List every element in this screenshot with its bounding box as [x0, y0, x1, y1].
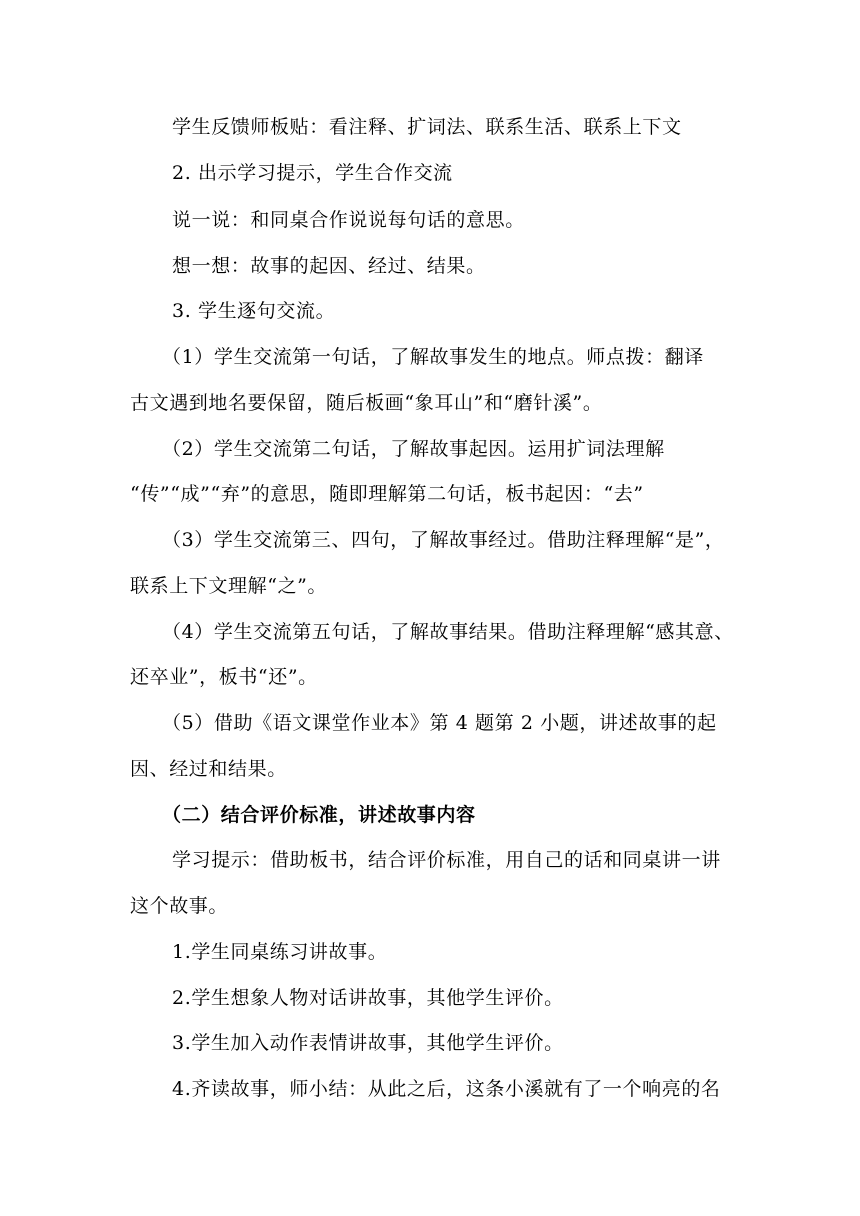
- list-item-4: 4.齐读故事，师小结：从此之后，这条小溪就有了一个响亮的名: [172, 1078, 721, 1100]
- item-1-line-1: （1）学生交流第一句话，了解故事发生的地点。师点拨：翻译: [162, 346, 704, 368]
- item-3-line-2: 联系上下文理解“之”。: [130, 575, 328, 597]
- item-2-line-2: “传”“成”“弃”的意思，随即理解第二句话，板书起因：“去”: [130, 483, 644, 505]
- item-5-line-2: 因、经过和结果。: [130, 758, 287, 780]
- item-4-line-1: （4）学生交流第五句话，了解故事结果。借助注释理解“感其意、: [162, 621, 734, 643]
- learning-tip-line-1: 学习提示：借助板书，结合评价标准，用自己的话和同桌讲一讲: [172, 849, 721, 871]
- step-3-heading: 3. 学生逐句交流。: [172, 300, 336, 322]
- step-2-heading: 2. 出示学习提示，学生合作交流: [172, 162, 453, 184]
- paragraph-feedback: 学生反馈师板贴：看注释、扩词法、联系生活、联系上下文: [172, 116, 682, 138]
- prompt-think: 想一想：故事的起因、经过、结果。: [172, 255, 486, 277]
- item-2-line-1: （2）学生交流第二句话，了解故事起因。运用扩词法理解: [162, 438, 665, 460]
- list-item-1: 1.学生同桌练习讲故事。: [172, 941, 388, 963]
- list-item-3: 3.学生加入动作表情讲故事，其他学生评价。: [172, 1032, 564, 1054]
- section-heading: （二）结合评价标准，讲述故事内容: [162, 804, 476, 826]
- learning-tip-line-2: 这个故事。: [130, 895, 229, 917]
- item-1-line-2: 古文遇到地名要保留，随后板画“象耳山”和“磨针溪”。: [130, 392, 603, 414]
- item-5-line-1: （5）借助《语文课堂作业本》第 4 题第 2 小题，讲述故事的起: [162, 712, 717, 734]
- list-item-2: 2.学生想象人物对话讲故事，其他学生评价。: [172, 987, 564, 1009]
- item-3-line-1: （3）学生交流第三、四句，了解故事经过。借助注释理解“是”，: [162, 529, 725, 551]
- item-4-line-2: 还卒业”，板书“还”。: [130, 666, 318, 688]
- prompt-say: 说一说：和同桌合作说说每句话的意思。: [172, 209, 525, 231]
